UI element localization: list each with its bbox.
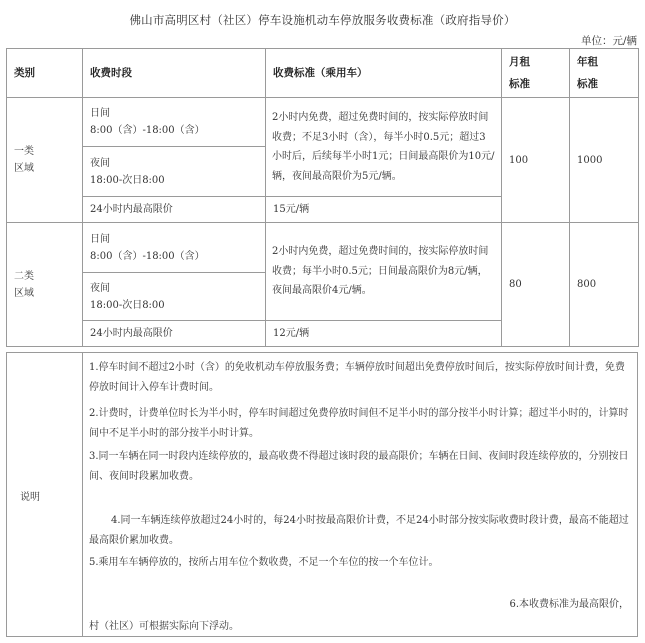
zone2-day-period — [83, 223, 266, 273]
zone2-night-time: 18:00-次日8:00 — [90, 299, 165, 311]
zone2-name-line1: 二类 — [14, 270, 34, 282]
zone2-day-row — [7, 223, 639, 273]
zone1-day-label: 日间 — [90, 108, 110, 119]
header-monthly-line1: 月租 — [509, 56, 530, 68]
note-6-line2: 村（社区）可根据实际向下浮动。 — [89, 621, 239, 632]
zone1-day-row — [7, 98, 639, 147]
header-category: 类别 — [7, 49, 83, 98]
zone1-name-line2: 区域 — [14, 163, 34, 174]
header-yearly-line2: 标准 — [577, 78, 598, 90]
zone1-night-time: 18:00-次日8:00 — [90, 174, 165, 186]
zone2-max24-value: 12元/辆 — [266, 321, 502, 347]
zone1-yearly: 1000 — [570, 98, 639, 223]
document-title: 佛山市高明区村（社区）停车设施机动车停放服务收费标准（政府指导价） — [129, 13, 516, 27]
zone2-max24-label: 24小时内最高限价 — [83, 321, 266, 347]
zone2-night-label: 夜间 — [90, 282, 110, 294]
header-period: 收费时段 — [83, 49, 266, 98]
zone1-name-line1: 一类 — [14, 146, 34, 157]
zone2-name-line2: 区域 — [14, 287, 34, 299]
zone1-day-time: 8:00（含）-18:00（含） — [90, 125, 205, 136]
zone2-yearly: 800 — [570, 223, 639, 347]
note-4: 4.同一车辆连续停放超过24小时的，每24小时按最高限价计费，不足24小时部分按实际收费时段计费，最高不能超过最高限价累加收费。 — [89, 515, 629, 546]
zone2-standard: 2小时内免费，超过免费时间的，按实际停放时间收费；每半小时0.5元；日间最高限价为8元/辆，夜间最高限价4元/辆。 — [266, 223, 502, 321]
header-yearly — [570, 49, 639, 98]
zone2-monthly: 80 — [502, 223, 570, 347]
notes-label-cell — [7, 353, 83, 636]
note-6-line1: 6.本收费标准为最高限价， — [509, 599, 629, 610]
header-yearly-line1: 年租 — [577, 56, 598, 68]
zone2-day-label: 日间 — [90, 233, 110, 245]
zone1-standard: 2小时内免费，超过免费时间的，按实际停放时间收费；不足3小时（含），每半小时0.5元；超过3小时后，后续每半小时1元；日间最高限价为10元/辆，夜间最高限价为5元/辆。 — [266, 98, 502, 197]
fee-table — [6, 48, 639, 347]
zone1-monthly: 100 — [502, 98, 570, 223]
note-5: 5.乘用车车辆停放的，按所占用车位个数收费，不足一个车位的按一个车位计。 — [89, 557, 439, 568]
zone1-max24-label: 24小时内最高限价 — [83, 197, 266, 223]
zone2-night-period — [83, 273, 266, 321]
zone2-day-time: 8:00（含）-18:00（含） — [90, 250, 205, 262]
header-monthly-line2: 标准 — [509, 78, 530, 90]
zone2-name — [7, 223, 83, 347]
note-3: 3.同一车辆在同一时段内连续停放的，最高收费不得超过该时段的最高限价；车辆在日间、夜间时段连续停放的，分别按日间、夜间时段累加收费。 — [89, 451, 629, 482]
note-2: 2.计费时，计费单位时长为半小时，停车时间超过免费停放时间但不足半小时的部分按半小时计算；超过半小时的，计算时间中不足半小时的部分按半小时计算。 — [89, 408, 629, 439]
zone1-name — [7, 98, 83, 223]
zone1-max24-value: 15元/辆 — [266, 197, 502, 223]
header-standard: 收费标准（乘用车） — [266, 49, 502, 98]
notes-section — [6, 352, 638, 637]
zone1-night-label: 夜间 — [90, 157, 110, 169]
zone1-day-period — [83, 98, 266, 147]
zone1-night-period — [83, 147, 266, 197]
header-monthly — [502, 49, 570, 98]
notes-label: 说明 — [20, 492, 40, 503]
header-row — [7, 49, 639, 98]
note-1: 1.停车时间不超过2小时（含）的免收机动车停放服务费；车辆停放时间超出免费停放时间后，按实际停放时间计费，免费停放时间计入停车计费时间。 — [89, 362, 625, 393]
unit-label: 单位：元/辆 — [580, 35, 637, 47]
